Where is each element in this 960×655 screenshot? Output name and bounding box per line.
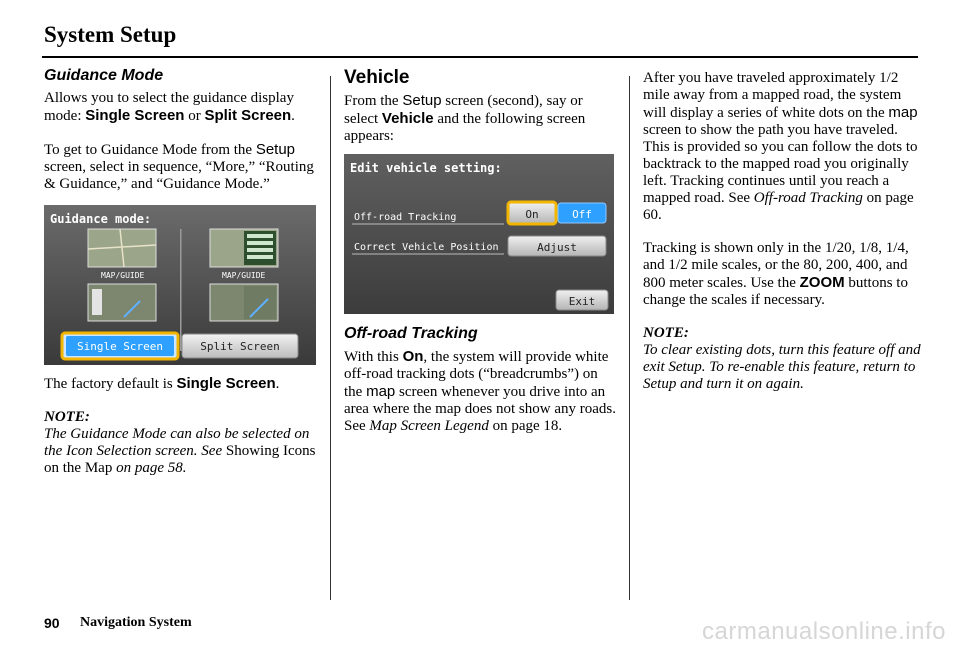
vehicle-heading: Vehicle xyxy=(344,67,410,88)
guidance-note-text: The Guidance Mode can also be selected on the Icon Selection screen. See Showing Icons on the Map on page 58. xyxy=(44,426,316,476)
guidance-screen-title: Guidance mode: xyxy=(50,212,152,226)
map-guide-label-2: MAP/GUIDE xyxy=(222,271,266,280)
guidance-mode-heading: Guidance Mode xyxy=(44,67,164,84)
off-road-tracking-row-label: Off-road Tracking xyxy=(354,212,457,223)
guidance-mode-screenshot xyxy=(44,205,316,365)
column-divider-2 xyxy=(629,76,630,600)
page-header-title: System Setup xyxy=(44,22,177,47)
footer-text: Navigation System xyxy=(80,615,192,630)
column-divider-1 xyxy=(330,76,331,600)
page-number: 90 xyxy=(44,615,60,631)
header-rule xyxy=(42,56,918,58)
column-guidance-mode xyxy=(44,66,316,477)
column-tracking-details xyxy=(643,70,921,393)
on-button-label: On xyxy=(525,208,539,221)
adjust-button-label: Adjust xyxy=(537,241,577,254)
guidance-paragraph-3: The factory default is Single Screen. xyxy=(44,375,280,392)
single-screen-label: Single Screen xyxy=(76,340,164,353)
off-road-tracking-heading: Off-road Tracking xyxy=(344,325,478,342)
guidance-paragraph-2: To get to Guidance Mode from the Setup screen, select in sequence, “More,” “Routing & Guidance,” and “Guidance Mode.” xyxy=(44,141,314,192)
vehicle-settings-screenshot xyxy=(344,154,614,314)
column-vehicle xyxy=(344,66,616,451)
guidance-paragraph-1: Allows you to select the guidance display mode: Single Screen or Split Screen. xyxy=(44,90,295,124)
exit-button-label: Exit xyxy=(568,295,596,308)
off-button-label: Off xyxy=(572,208,592,221)
tracking-paragraph-2: Tracking is shown only in the 1/20, 1/8, 1/4, and 1/2 mile scales, or the 80, 200, 400, and 800 meter scales. Use the ZOOM buttons to change the scales if necessary. xyxy=(643,240,909,308)
vehicle-paragraph-1: From the Setup screen (second), say or select Vehicle and the following screen appears: xyxy=(344,92,586,144)
map-guide-label-1: MAP/GUIDE xyxy=(101,271,145,280)
split-screen-label: Split Screen xyxy=(200,340,280,353)
vehicle-paragraph-2: With this On, the system will provide white off-road tracking dots (“breadcrumbs”) on the map screen whenever you drive into an area where the map does not show any roads. See Map Screen Legend on page 18. xyxy=(344,348,616,434)
correct-vehicle-position-label: Correct Vehicle Position xyxy=(354,242,499,253)
guidance-note-label: NOTE: xyxy=(44,409,90,425)
tracking-paragraph-1: After you have traveled approximately 1/2 mile away from a mapped road, the system will display a series of white dots on the map screen to show the path you have traveled. This is provided so you can follow the dots to backtrack to the mapped road you originally left. Tracking continues until you reach a mapped road. See Off-road Tracking on page 60. xyxy=(643,70,918,223)
watermark: carmanualsonline.info xyxy=(702,618,946,645)
tracking-note-label: NOTE: xyxy=(643,325,689,341)
tracking-note-text: To clear existing dots, turn this feature off and exit Setup. To re-enable this feature, return to Setup and turn it on again. xyxy=(643,342,921,392)
vehicle-screen-title: Edit vehicle setting: xyxy=(350,161,502,175)
